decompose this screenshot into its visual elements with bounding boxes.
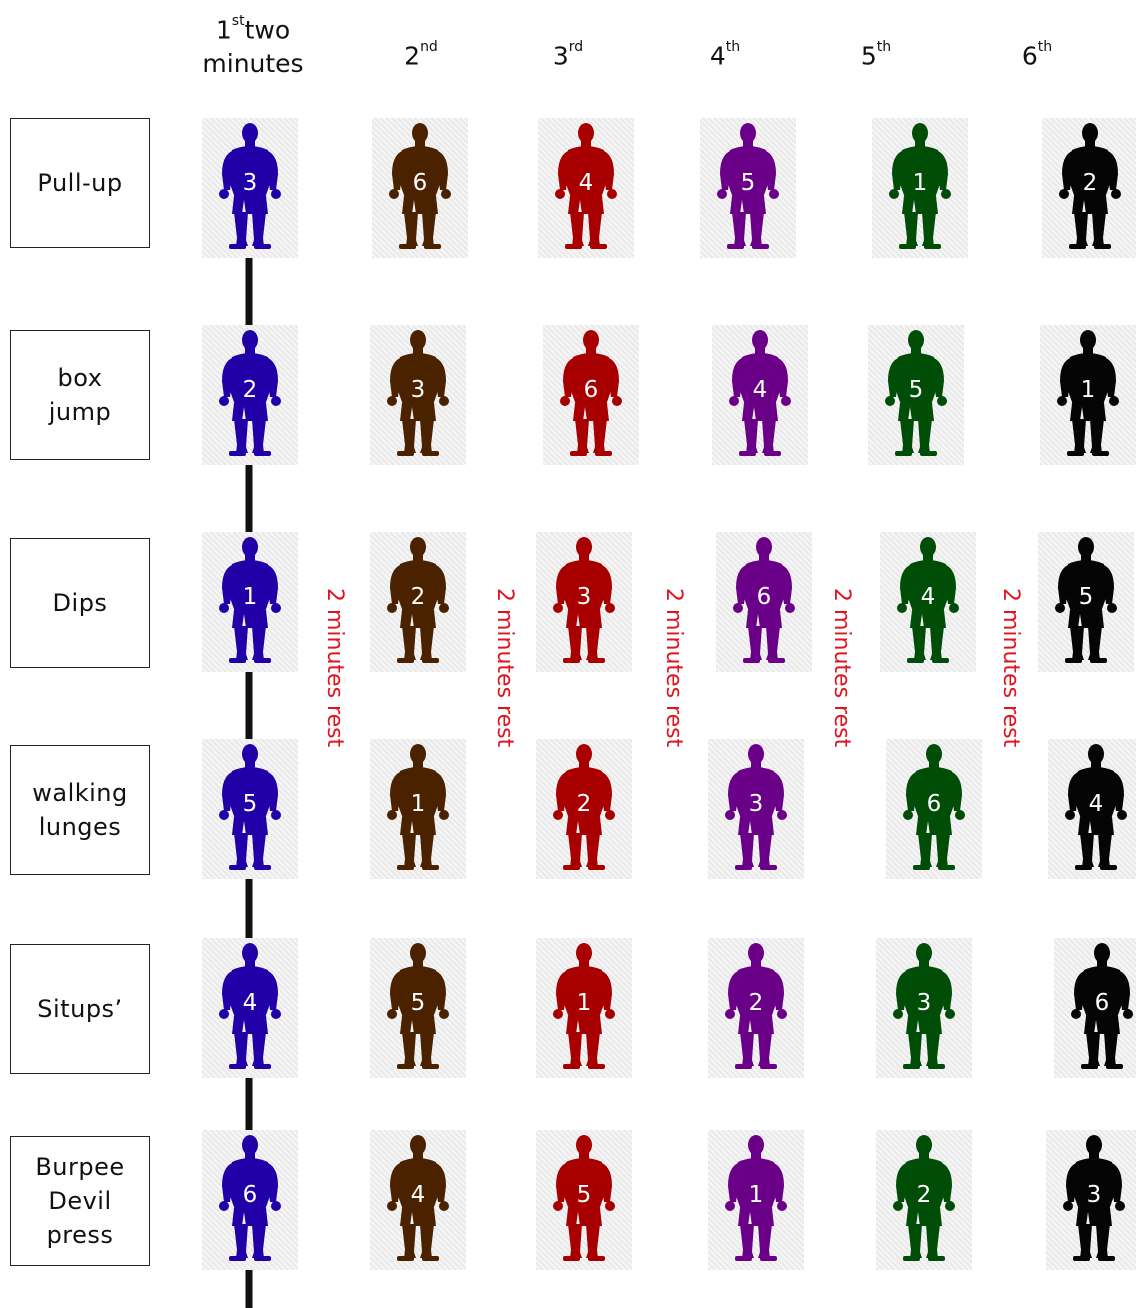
athlete-number: 5 bbox=[576, 1182, 592, 1208]
exercise-label-text bbox=[35, 1150, 124, 1252]
exercise-label-text bbox=[37, 992, 122, 1026]
athlete-tile bbox=[708, 739, 804, 879]
column-header-line-2: minutes bbox=[202, 49, 304, 79]
athlete-number: 1 bbox=[1080, 377, 1096, 403]
column-ordinal-suffix: st bbox=[231, 13, 245, 29]
athlete-number: 3 bbox=[242, 170, 258, 196]
column-header-6 bbox=[967, 34, 1107, 73]
athlete-tile bbox=[886, 739, 982, 879]
athlete-number: 2 bbox=[1082, 170, 1098, 196]
athlete-tile bbox=[708, 1130, 804, 1270]
column-header-2 bbox=[351, 34, 491, 73]
athlete-tile bbox=[202, 1130, 298, 1270]
athlete-number: 6 bbox=[583, 377, 599, 403]
athlete-tile bbox=[536, 1130, 632, 1270]
rest-label-5: 2 minutes rest bbox=[998, 588, 1023, 748]
exercise-label-line: Burpee bbox=[35, 1153, 125, 1181]
athlete-tile bbox=[536, 739, 632, 879]
athlete-tile bbox=[370, 938, 466, 1078]
column-header-1 bbox=[183, 8, 323, 81]
athlete-number: 5 bbox=[410, 990, 426, 1016]
athlete-tile bbox=[543, 325, 639, 465]
athlete-number: 1 bbox=[410, 791, 426, 817]
athlete-number: 4 bbox=[920, 584, 936, 610]
exercise-label-5 bbox=[10, 944, 150, 1074]
athlete-tile bbox=[202, 938, 298, 1078]
athlete-number: 2 bbox=[576, 791, 592, 817]
athlete-tile bbox=[538, 118, 634, 258]
athlete-number: 5 bbox=[740, 170, 756, 196]
athlete-tile bbox=[202, 739, 298, 879]
athlete-number: 5 bbox=[242, 791, 258, 817]
exercise-label-text bbox=[32, 776, 128, 844]
athlete-tile bbox=[872, 118, 968, 258]
athlete-number: 3 bbox=[916, 990, 932, 1016]
athlete-tile bbox=[1046, 1130, 1136, 1270]
column-number: 3 bbox=[552, 41, 569, 71]
exercise-label-line: Devil bbox=[48, 1187, 112, 1215]
athlete-number: 3 bbox=[576, 584, 592, 610]
column-ordinal-suffix: th bbox=[876, 39, 892, 55]
athlete-tile bbox=[202, 325, 298, 465]
athlete-tile bbox=[372, 118, 468, 258]
column-header-4 bbox=[655, 34, 795, 73]
column-number: 6 bbox=[1021, 41, 1038, 71]
column-header-line bbox=[806, 34, 946, 73]
exercise-label-line: Dips bbox=[52, 589, 108, 617]
column-header-5 bbox=[806, 34, 946, 73]
rest-label-3: 2 minutes rest bbox=[661, 588, 686, 748]
athlete-tile bbox=[1040, 325, 1136, 465]
column-header-line bbox=[183, 8, 323, 47]
athlete-number: 4 bbox=[410, 1182, 426, 1208]
athlete-tile bbox=[202, 118, 298, 258]
column-number: 4 bbox=[709, 41, 726, 71]
column-header-3 bbox=[498, 34, 638, 73]
athlete-tile bbox=[370, 739, 466, 879]
athlete-number: 1 bbox=[912, 170, 928, 196]
rest-label-1: 2 minutes rest bbox=[322, 588, 347, 748]
athlete-number: 6 bbox=[756, 584, 772, 610]
column-header-text: two bbox=[244, 15, 291, 45]
column-header-line bbox=[498, 34, 638, 73]
athlete-tile bbox=[1048, 739, 1136, 879]
athlete-number: 1 bbox=[242, 584, 258, 610]
athlete-number: 3 bbox=[410, 377, 426, 403]
athlete-tile bbox=[1038, 532, 1134, 672]
athlete-number: 6 bbox=[412, 170, 428, 196]
athlete-tile bbox=[708, 938, 804, 1078]
column-ordinal-suffix: th bbox=[1037, 39, 1053, 55]
athlete-tile bbox=[700, 118, 796, 258]
athlete-tile bbox=[1042, 118, 1136, 258]
exercise-label-line: Situps’ bbox=[37, 995, 123, 1023]
exercise-label-4 bbox=[10, 745, 150, 875]
column-header-line bbox=[655, 34, 795, 73]
athlete-tile bbox=[876, 938, 972, 1078]
column-ordinal-suffix: nd bbox=[420, 39, 438, 55]
athlete-number: 4 bbox=[578, 170, 594, 196]
athlete-tile bbox=[370, 532, 466, 672]
athlete-tile bbox=[370, 325, 466, 465]
column-header-line bbox=[967, 34, 1107, 73]
column-ordinal-suffix: th bbox=[725, 39, 741, 55]
athlete-number: 4 bbox=[1088, 791, 1104, 817]
exercise-label-line: walking bbox=[32, 779, 128, 807]
exercise-label-line: jump bbox=[48, 398, 112, 426]
exercise-label-3 bbox=[10, 538, 150, 668]
column-number: 5 bbox=[860, 41, 877, 71]
exercise-label-1 bbox=[10, 118, 150, 248]
exercise-label-text bbox=[49, 361, 112, 429]
athlete-tile bbox=[536, 938, 632, 1078]
athlete-tile bbox=[370, 1130, 466, 1270]
athlete-tile bbox=[876, 1130, 972, 1270]
athlete-tile bbox=[712, 325, 808, 465]
column-ordinal-suffix: rd bbox=[568, 39, 584, 55]
athlete-number: 4 bbox=[242, 990, 258, 1016]
athlete-number: 3 bbox=[748, 791, 764, 817]
exercise-label-2 bbox=[10, 330, 150, 460]
athlete-tile bbox=[536, 532, 632, 672]
athlete-number: 3 bbox=[1086, 1182, 1102, 1208]
athlete-number: 6 bbox=[242, 1182, 258, 1208]
athlete-number: 2 bbox=[748, 990, 764, 1016]
athlete-number: 1 bbox=[748, 1182, 764, 1208]
athlete-number: 2 bbox=[410, 584, 426, 610]
exercise-label-line: box bbox=[57, 364, 103, 392]
athlete-number: 5 bbox=[1078, 584, 1094, 610]
athlete-number: 2 bbox=[242, 377, 258, 403]
exercise-label-6 bbox=[10, 1136, 150, 1266]
athlete-tile bbox=[880, 532, 976, 672]
athlete-number: 1 bbox=[576, 990, 592, 1016]
rest-label-2: 2 minutes rest bbox=[492, 588, 517, 748]
athlete-number: 4 bbox=[752, 377, 768, 403]
column-number: 2 bbox=[404, 41, 421, 71]
exercise-label-line: lunges bbox=[38, 813, 122, 841]
exercise-label-text bbox=[37, 166, 122, 200]
athlete-tile bbox=[868, 325, 964, 465]
exercise-label-line: Pull-up bbox=[37, 169, 123, 197]
athlete-number: 6 bbox=[926, 791, 942, 817]
column-header-line bbox=[351, 34, 491, 73]
exercise-label-line: press bbox=[46, 1221, 114, 1249]
athlete-number: 5 bbox=[908, 377, 924, 403]
exercise-label-text bbox=[53, 586, 108, 620]
column-number: 1 bbox=[215, 15, 232, 45]
athlete-tile bbox=[716, 532, 812, 672]
athlete-tile bbox=[1054, 938, 1136, 1078]
athlete-tile bbox=[202, 532, 298, 672]
rest-label-4: 2 minutes rest bbox=[829, 588, 854, 748]
athlete-number: 2 bbox=[916, 1182, 932, 1208]
athlete-number: 6 bbox=[1094, 990, 1110, 1016]
